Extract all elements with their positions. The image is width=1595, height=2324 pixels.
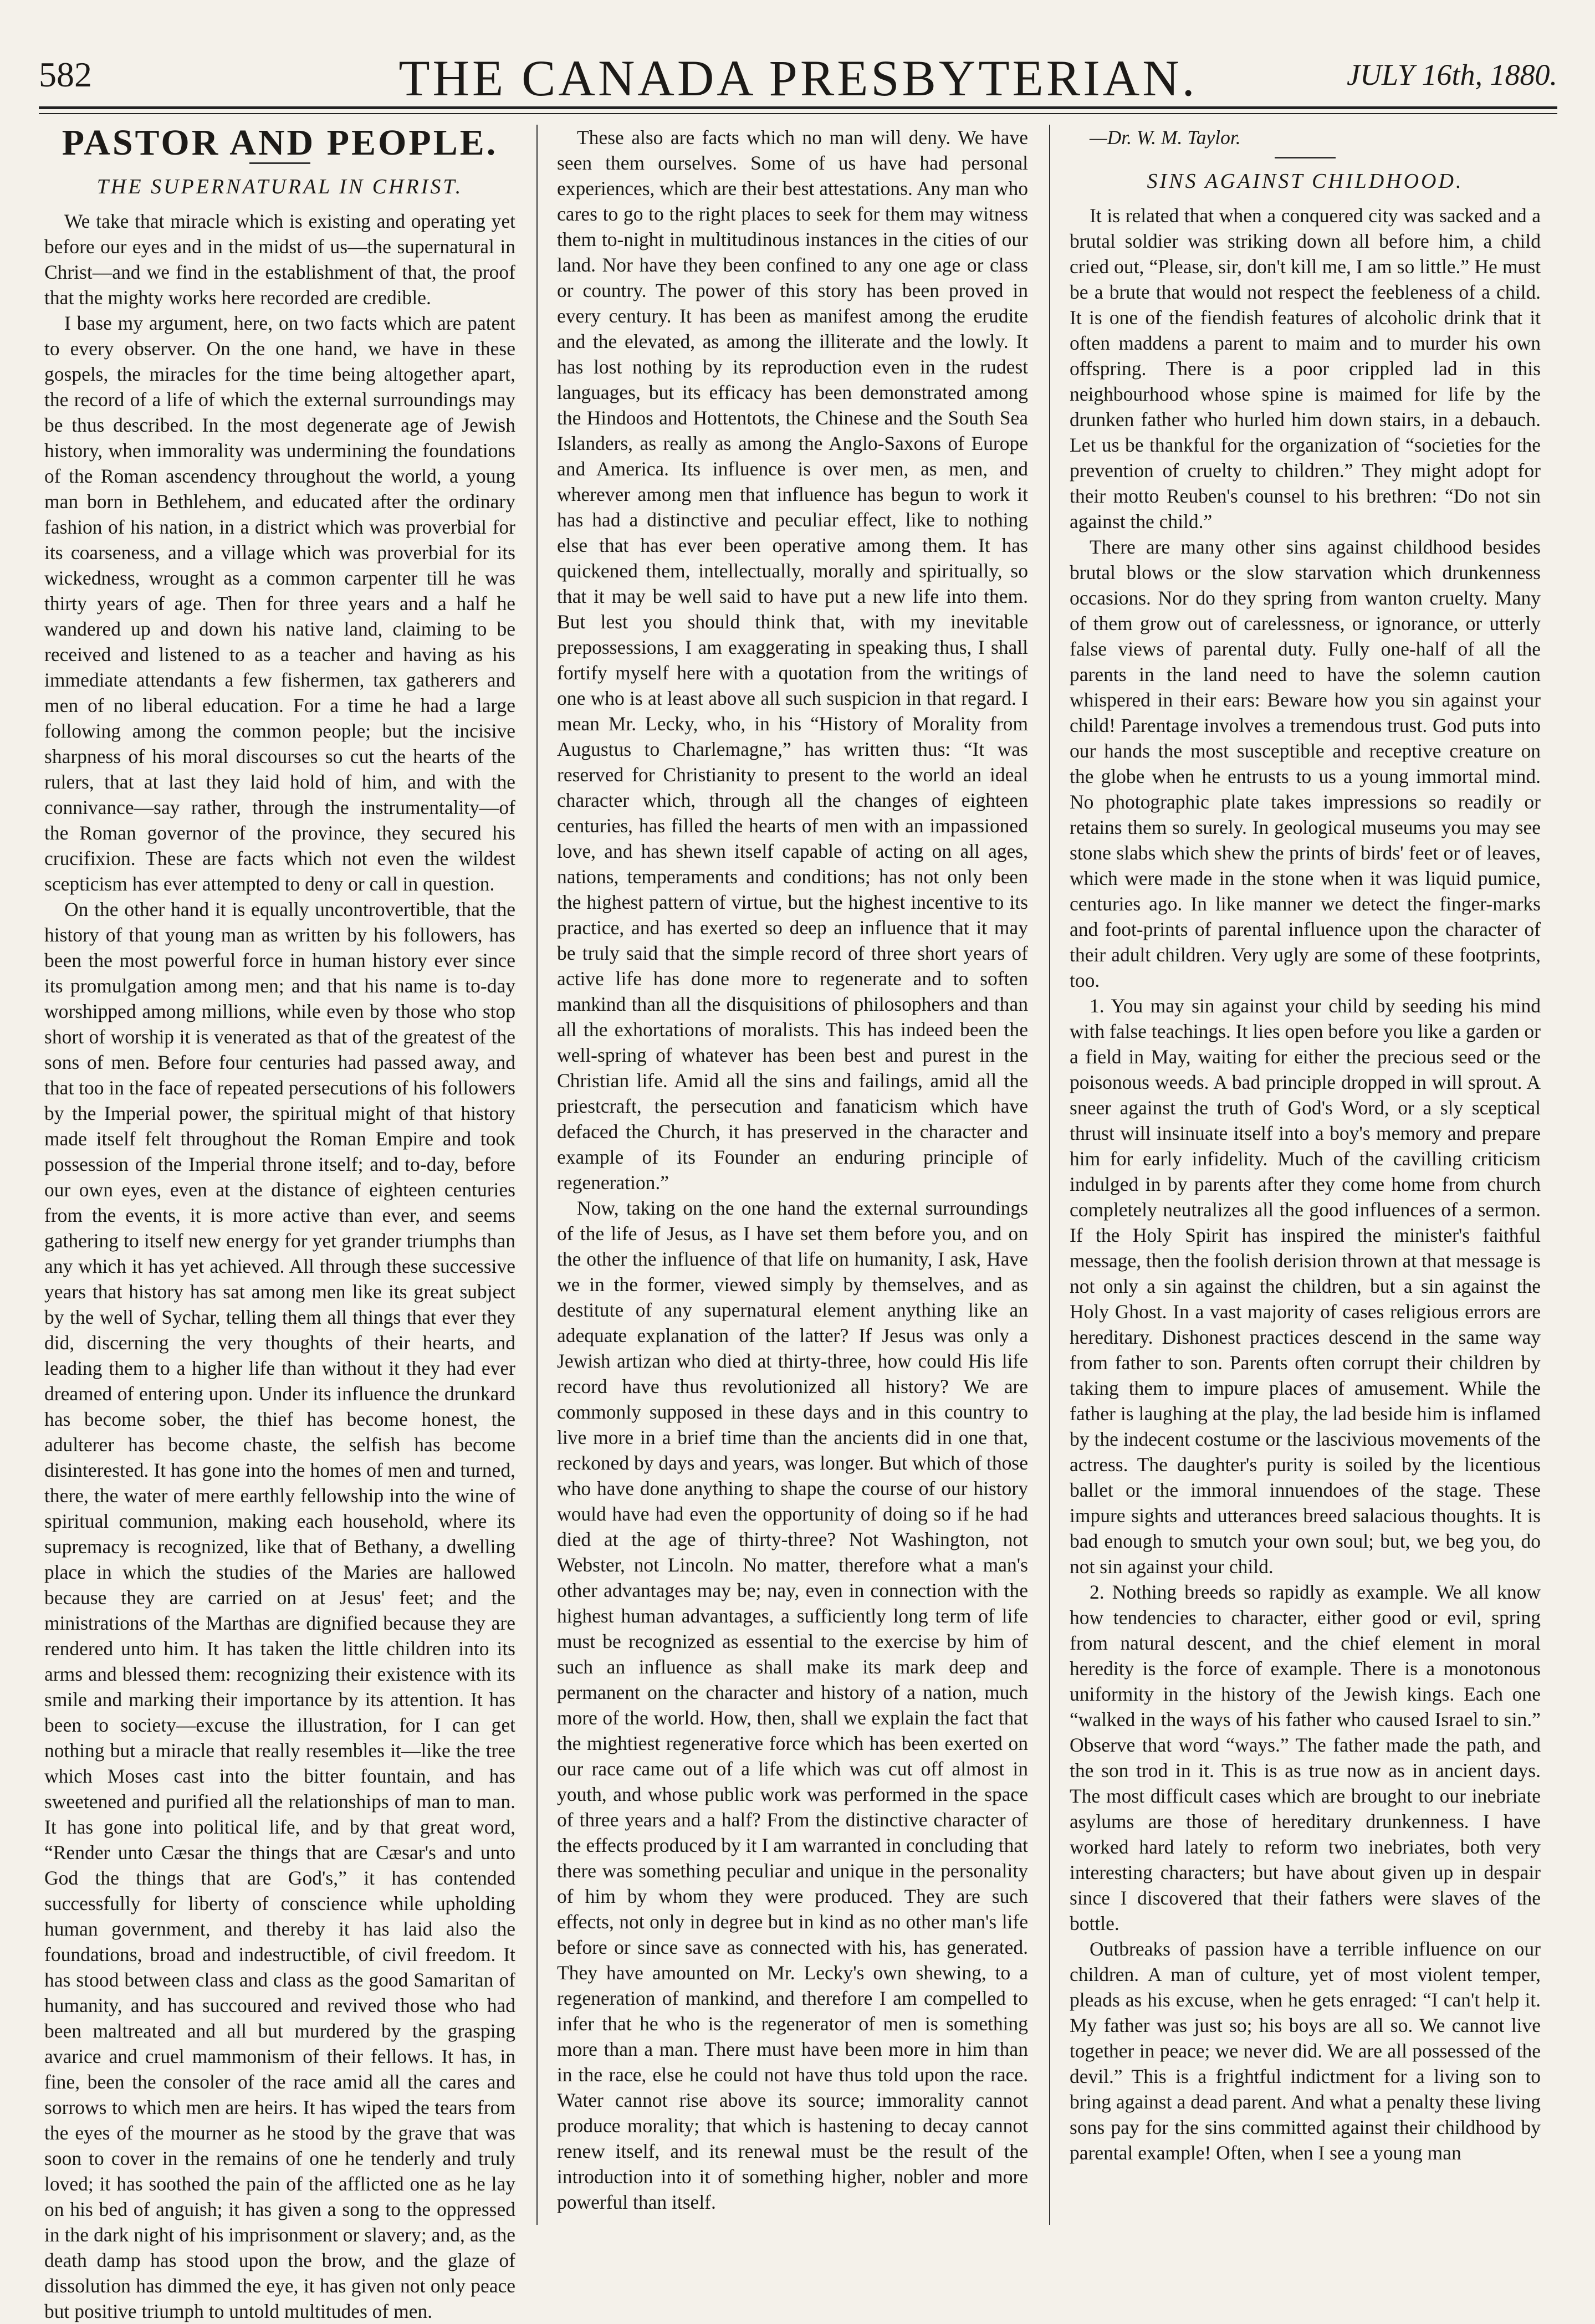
article-paragraph: On the other hand it is equally uncontrovertible, that the history of that young man as written by his followers, has been the most powerful force in human history ever since its promulgation among men; and that his name is to-day worshipped among millions, while even by those who stop short of worship it is venerated as that of the greatest of the sons of men. Before four centuries had passed away, and that too in the face of repeated persecutions of his followers by the Imperial power, the spiritual might of that history made itself felt throughout the Roman Empire and took possession of the Imperial throne itself; and to-day, before our own eyes, even at the distance of eighteen centuries from the events, it is more active than ever, and seems gathering to itself new energy for yet grander triumphs than any which it has yet achieved. All through these successive years that history has sat among men like its great subject by the well of Sychar, telling them all things that ever they did, discerning the very thoughts of their hearts, and leading them to a higher life than without it they had ever dreamed of entering upon. Under its influence the drunkard has become sober, the thief has become honest, the adulterer has become chaste, the selfish has become disinterested. It has gone into the homes of men and turned, there, the water of mere earthly fellowship into the wine of spiritual communion, making each household, where its supremacy is recognized, like that of Bethany, a dwelling place in which the studies of the Maries are hallowed because they are carried on at Jesus' feet; and the ministrations of the Marthas are dignified because they are rendered unto him. It has taken the little children into its arms and blessed them: recognizing their existence with its smile and marking their importance by its attention. It has been to society—excuse the illustration, for I can get nothing but a miracle that really resembles it—like the tree which Moses cast into the bitter fountain, and has sweetened and purified all the relationships of man to man. It has gone into political life, and by that great word, “Render unto Cæsar the things that are Cæsar's and unto God the things that are God's,” it has contended successfully for liberty of conscience while upholding human government, and thereby it has laid also the foundations, broad and indestructible, of civil freedom. It has stood between class and class as the good Samaritan of humanity, and has succoured and revived those who had been maltreated and all but murdered by the grasping avarice and cruel mammonism of their fellows. It has, in fine, been the consoler of the race amid all the cares and sorrows to which men are heirs. It has wiped the tears from the eyes of the mourner as he stood by the grave that was soon to cover in the remains of one he tenderly and truly loved; it has soothed the pain of the afflicted one as he lay on his bed of anguish; it has given a song to the oppressed in the dark night of his imprisonment or slavery; and, as the death damp has stood upon the brow, and the glaze of dissolution has dimmed the eye, it has given not only peace but positive triumph to untold multitudes of men. [44,898,515,2322]
article-paragraph: There are many other sins against childhood besides brutal blows or the slow starvation which drunkenness occasions. Nor do they spring from wanton cruelty. Many of them grow out of carelessness, or ignorance, or utterly false views of parental duty. Fully one-half of all the parents in the land need to have the solemn caution whispered in their ears: Beware how you sin against your child! Parentage involves a tremendous trust. God puts into our hands the most susceptible and receptive creature on the globe when he entrusts to us a young immortal mind. No photographic plate takes impressions so readily or retains them so surely. In geological museums you may see stone slabs which shew the prints of birds' feet or of leaves, which were made in the stone when it was liquid pumice, centuries ago. In like manner we detect the finger-marks and foot-prints of parental influence upon the character of their adult children. Very ugly are some of these footprints, too. [1070,536,1541,991]
article-signature [1070,125,1541,150]
newspaper-title: THE CANADA PRESBYTERIAN. [398,50,1198,106]
article-paragraph: It is related that when a conquered city was sacked and a brutal soldier was striking down all before him, a child cried out, “Please, sir, don't kill me, I am so little.” He must be a brute that would not respect the feebleness of a child. It is one of the fiendish features of alcoholic drink that it often maddens a parent to maim and to murder his own offspring. There is a poor crippled lad in this neighbourhood whose spine is maimed for life by the drunken father who hurled him down stairs, in a debauch. Let us be thankful for the organization of “societies for the prevention of cruelty to children.” They might adopt for their motto Reuben's counsel to his brethren: “Do not sin against the child.” [1070,204,1541,533]
column-divider [1049,125,1050,2225]
column-1 [44,122,515,2322]
article-paragraph: 2. Nothing breeds so rapidly as example. We all know how tendencies to character, either good or evil, spring from natural descent, and the chief element in moral heredity is the force of example. There is a monotonous uniformity in the history of the Jewish kings. Each one “walked in the ways of his father who caused Israel to sin.” Observe that word “ways.” The father made the path, and the son trod in it. This is as true now as in ancient days. The most difficult cases which are brought to our inebriate asylums are those of hereditary drunkenness. I have worked hard lately to reform two inebriates, both very interesting characters; but have about given up in despair since I discovered that their fathers were slaves of the bottle. [1070,1581,1541,1934]
masthead [39,33,1557,105]
article-title: THE SUPERNATURAL IN CHRIST. [96,175,463,198]
article-paragraph: Now, taking on the one hand the external surroundings of the life of Jesus, as I have set them before you, and on the other the influence of that life on humanity, I ask, Have we in the former, viewed simply by themselves, and as destitute of any supernatural element anything like an adequate explanation of the latter? If Jesus was only a Jewish artizan who died at thirty-three, how could His life record have thus revolutionized all history? We are commonly supposed in these days and in this country to live more in a brief time than the ancients did in one that, reckoned by days and years, was longer. But which of those who have done anything to shape the course of our history would have had even the opportunity of doing so if he had died at the age of thirty-three? Not Washington, not Webster, not Lincoln. No matter, therefore what a man's other advantages may be; nay, even in connection with the highest human advantages, a sufficiently long term of life must be recognized as essential to the exercise by him of such an influence as shall make its mark deep and permanent on the character and history of a nation, much more of the world. How, then, shall we explain the fact that the mightiest regenerative force which has been exerted on our race came out of a life which was cut off almost in youth, and whose public work was performed in the space of three years and a half? From the distinctive character of the effects produced by it I am warranted in concluding that there was something peculiar and unique in the personality of him by whom they were produced. They are such effects, not only in degree but in kind as no other man's life before or since save as connected with his, has generated. They have amounted on Mr. Lecky's own shewing, to a regeneration of mankind, and therefore I am compelled to infer that he who is the regenerator of men is something more than a man. There must have been more in him than in the race, else he could not have thus told upon the race. Water cannot rise above its source; immorality cannot produce morality; that which is hastening to decay cannot renew itself, and its renewal must be the result of the introduction into it of something higher, nobler and more powerful than itself. [557,1197,1028,2213]
article-separator [1275,157,1336,158]
author-signature: —Dr. W. M. Taylor. [1090,126,1241,149]
article-paragraph: We take that miracle which is existing and operating yet before our eyes and in the midst of us—the supernatural in Christ—and we find in the establishment of that, the proof that the mighty works here recorded are credible. [44,210,515,309]
column-3 [1070,125,1541,2230]
section-heading: PASTOR AND PEOPLE. [62,122,498,163]
article-paragraph: 1. You may sin against your child by seeding his mind with false teachings. It lies open before you like a garden or a field in May, waiting for either the precious seed or the poisonous weeds. A bad principle dropped in will sprout. A sneer against the truth of God's Word, or a sly sceptical thrust will insinuate itself into a boy's memory and prepare him for early infidelity. Much of the cavilling criticism indulged in by parents after they come home from church completely neutralizes all the good influences of a sermon. If the Holy Spirit has inspired the minister's faithful message, then the foolish derision thrown at that message is not only a sin against the children, but a sin against the Holy Ghost. In a vast majority of cases religious errors are hereditary. Dishonest practices descend in the same way from father to son. Parents often corrupt their children by taking them to impure places of amusement. While the father is laughing at the play, the lad beside him is inflamed by the indecent costume or the lascivious movements of the actress. The daughter's purity is soiled by the licentious ballet or the immoral innuendoes of the stage. These impure sights and utterances breed salacious thoughts. It is bad enough to smutch your own soul; but, we beg you, do not sin against your child. [1070,995,1541,1578]
masthead-rule [39,106,1557,109]
article-paragraph: I base my argument, here, on two facts which are patent to every observer. On the one hand, we have in these gospels, the miracles for the time being altogether apart, the record of a life of which the external surroundings may be thus described. In the most degenerate age of Jewish history, when immorality was undermining the foundations of the Roman ascendency throughout the world, a young man born in Bethlehem, and educated after the ordinary fashion of his nation, in a district which was proverbial for its coarseness, and a village which was proverbial for its wickedness, wrought as a common carpenter till he was thirty years of age. Then for three years and a half he wandered up and down his native land, claiming to be received and listened to as a teacher and having as his immediate attendants a few fishermen, tax gatherers and men of no liberal education. For a time he had a large following among the common people; but the incisive sharpness of his moral discourses so cut the hearts of the rulers, that at last they laid hold of him, and with the connivance—say rather, through the instrumentality—of the Roman governor of the province, they secured his crucifixion. These are facts which not even the wildest scepticism has ever attempted to deny or call in question. [44,312,515,895]
masthead-rule-thin [39,113,1557,114]
column-divider [536,125,538,2225]
article-paragraph: Outbreaks of passion have a terrible influence on our children. A man of culture, yet of most violent temper, pleads as his excuse, when he gets enraged: “I can't help it. My father was just so; his boys are all so. We cannot live together in peace; we never did. We are all possessed of the devil.” This is a frightful indictment for a living son to bring against a dead parent. And what a penalty these living sons pay for the sins committed against their childhood by parental example! Often, when I see a young man [1070,1938,1541,2164]
column-2 [557,125,1028,2230]
page-number: 582 [39,55,92,94]
article-paragraph: These also are facts which no man will deny. We have seen them ourselves. Some of us have had personal experiences, which are their best attestations. Any man who cares to go to the right places to seek for them may witness them to-night in multitudinous instances in the cities of our land. Nor have they been confined to any one age or class or country. The power of this story has been proved in every century. It has been as manifest among the erudite and the elevated, as among the illiterate and the lowly. It has lost nothing by its reproduction even in the rudest languages, but its efficacy has been demonstrated among the Hindoos and Hottentots, the Chinese and the South Sea Islanders, as really as among the Anglo-Saxons of Europe and America. Its influence is over men, as men, and wherever among men that influence has begun to work it has had a distinctive and peculiar effect, like to nothing else that has ever been operative among them. It has quickened them, intellectually, morally and spiritually, so that it may be well said to have put a new life into them. But lest you should think that, with my inevitable prepossessions, I am exaggerating in speaking thus, I shall fortify myself here with a quotation from the writings of one who is at least above all such suspicion in that regard. I mean Mr. Lecky, who, in his “History of Morality from Augustus to Charlemagne,” has written thus: “It was reserved for Christianity to present to the world an ideal character which, through all the changes of eighteen centuries, has filled the hearts of men with an impassioned love, and has shewn itself capable of acting on all ages, nations, temperaments and conditions; has not only been the highest pattern of virtue, but the highest incentive to its practice, and has exerted so deep an influence that it may be truly said that the simple record of three short years of active life has done more to regenerate and to soften mankind than all the disquisitions of philosophers and than all the exhortations of moralists. This has indeed been the well-spring of whatever has been best and purest in the Christian life. Amid all the sins and failings, amid all the priestcraft, the persecution and fanaticism which have defaced the Church, it has preserved in the character and example of its Founder an enduring principle of regeneration.” [557,126,1028,1194]
issue-date: JULY 16th, 1880. [1347,58,1557,91]
article-title: SINS AGAINST CHILDHOOD. [1147,170,1464,193]
